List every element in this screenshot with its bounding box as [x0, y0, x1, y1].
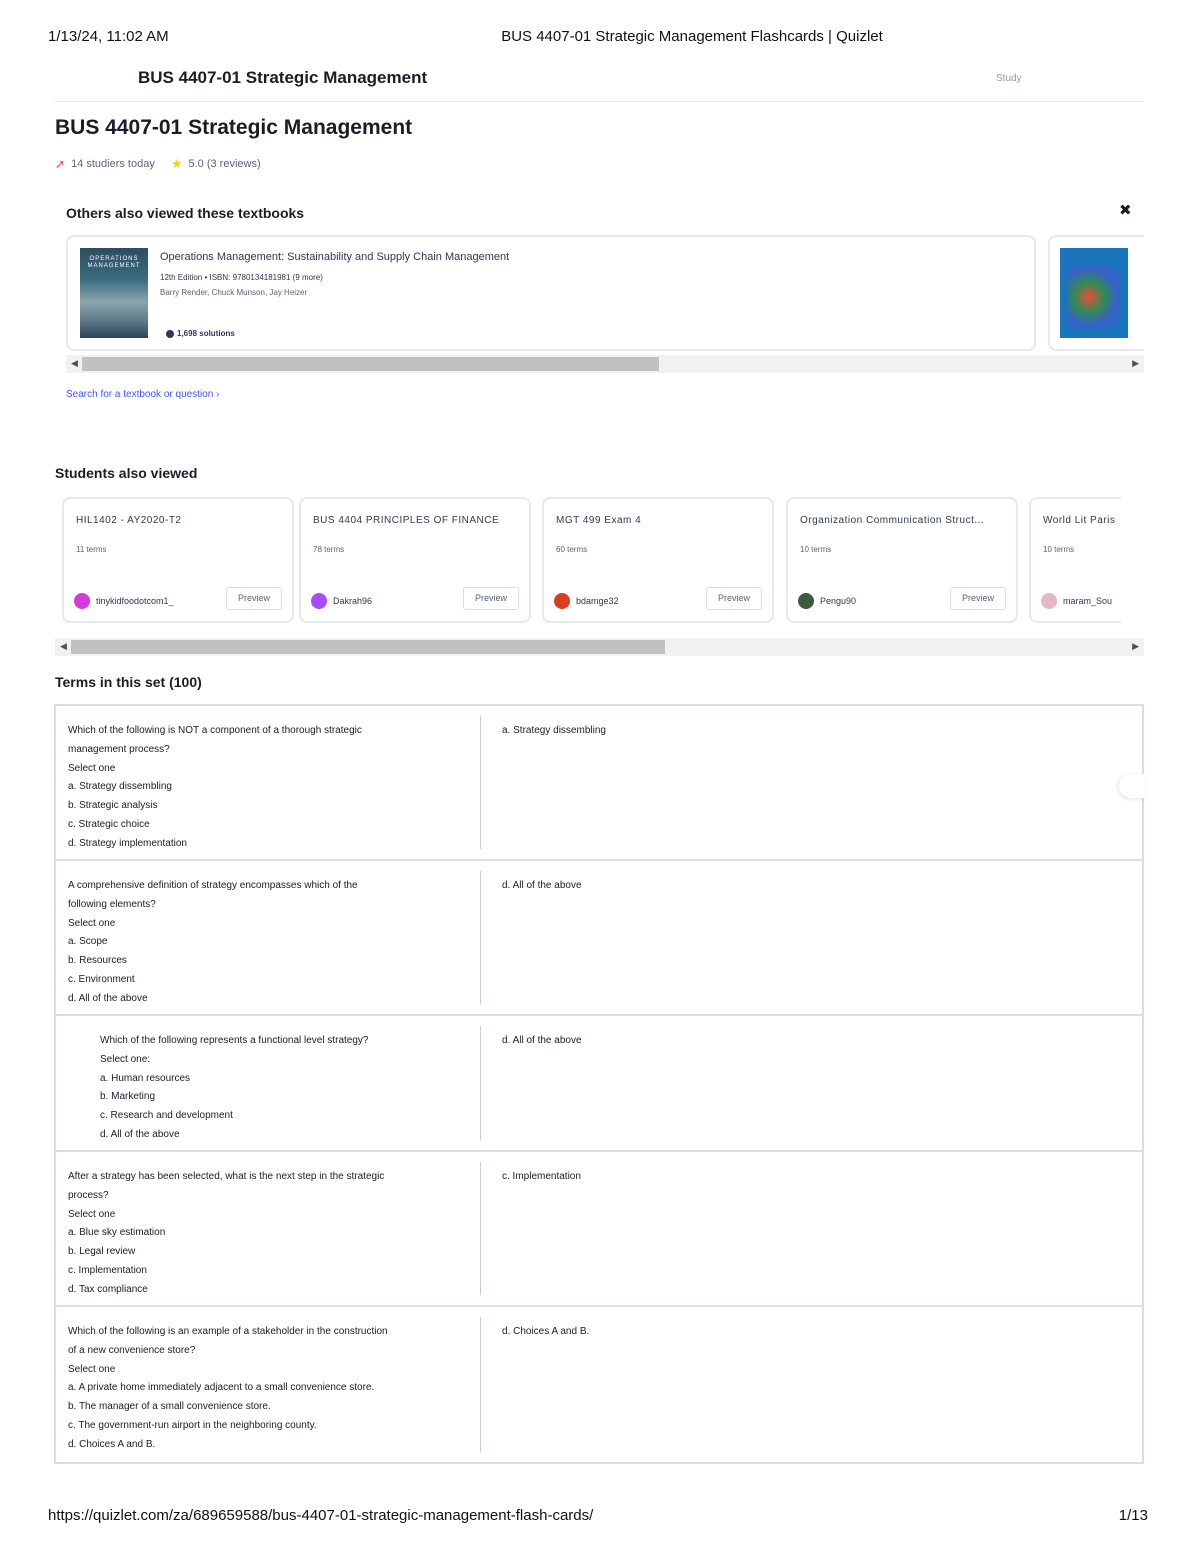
scroll-left-icon[interactable]: ◀	[71, 358, 78, 368]
question-line: c. The government-run airport in the neighboring county.	[68, 1419, 317, 1431]
question-line: a. Scope	[68, 936, 108, 948]
term-answer: d. All of the above	[502, 880, 582, 891]
textbooks-heading: Others also viewed these textbooks	[66, 205, 305, 221]
question-line: Which of the following is an example of a stakeholder in the construction	[68, 1326, 388, 1337]
top-bar	[54, 66, 1144, 102]
question-line: Which of the following represents a functional level strategy?	[100, 1035, 369, 1046]
term-divider	[480, 1026, 481, 1140]
question-line: a. Blue sky estimation	[68, 1227, 166, 1239]
students-viewed-scrollbar[interactable]	[55, 638, 1144, 656]
question-line: Select one	[68, 762, 116, 774]
question-line: b. Marketing	[100, 1091, 156, 1103]
study-set-term-count: 11 terms	[76, 545, 107, 554]
preview-button[interactable]: Preview	[463, 587, 519, 610]
terms-table	[54, 704, 1144, 1464]
textbook-cover	[1060, 248, 1128, 338]
close-icon[interactable]: ✖	[1119, 202, 1132, 219]
textbook-card-partial[interactable]	[1048, 235, 1144, 351]
search-link-label: Search for a textbook or question	[66, 389, 214, 400]
question-line: b. Resources	[68, 955, 127, 967]
question-line: b. Strategic analysis	[68, 800, 158, 812]
study-set-card[interactable]	[786, 497, 1018, 623]
study-set-term-count: 60 terms	[556, 545, 588, 554]
avatar	[798, 593, 814, 609]
print-header	[0, 28, 1200, 48]
preview-button[interactable]: Preview	[706, 587, 762, 610]
print-page-number: 1/13	[1118, 1507, 1148, 1524]
question-line: d. Tax compliance	[68, 1283, 148, 1295]
textbook-title: Operations Management: Sustainability and Supply Chain Management	[160, 251, 510, 263]
question-line: A comprehensive definition of strategy encompasses which of the	[68, 880, 358, 891]
question-line: c. Research and development	[100, 1110, 233, 1122]
textbook-cover	[80, 248, 148, 338]
term-answer: d. Choices A and B.	[502, 1326, 590, 1337]
scroll-right-icon[interactable]: ▶	[1132, 641, 1139, 651]
term-question	[68, 877, 468, 1009]
study-set-title: HIL1402 - AY2020-T2	[76, 515, 182, 526]
page-title: BUS 4407-01 Strategic Management	[55, 116, 413, 139]
print-date: 1/13/24, 11:02 AM	[48, 28, 169, 45]
preview-button[interactable]: Preview	[950, 587, 1006, 610]
study-set-term-count: 10 terms	[800, 545, 832, 554]
question-line: After a strategy has been selected, what is the next step in the strategic	[68, 1171, 385, 1182]
set-stats	[55, 156, 261, 172]
search-textbook-link[interactable]	[66, 389, 219, 400]
study-set-card[interactable]	[1029, 497, 1121, 623]
scrollbar-thumb[interactable]	[82, 357, 659, 371]
avatar	[74, 593, 90, 609]
term-divider	[480, 1162, 481, 1295]
print-url: https://quizlet.com/za/689659588/bus-4407-01-strategic-management-flash-cards/	[48, 1507, 594, 1524]
question-line: c. Environment	[68, 973, 135, 985]
avatar	[554, 593, 570, 609]
study-set-author[interactable]: tinykidfoodotcom1_	[96, 596, 174, 606]
header-set-name: BUS 4407-01 Strategic Management	[138, 68, 428, 87]
study-set-card[interactable]	[542, 497, 774, 623]
textbook-edition: 12th Edition • ISBN: 9780134181981 (9 more)	[160, 273, 323, 282]
term-question	[68, 1168, 468, 1300]
solutions-icon	[166, 330, 174, 338]
study-set-term-count: 78 terms	[313, 545, 345, 554]
study-set-author[interactable]: Pengu90	[820, 596, 857, 606]
textbook-card[interactable]	[66, 235, 1036, 351]
question-line: b. The manager of a small convenience store.	[68, 1401, 271, 1413]
term-row	[56, 861, 1142, 1016]
term-divider	[480, 716, 481, 849]
scroll-left-icon[interactable]: ◀	[60, 641, 67, 651]
term-row	[56, 1152, 1142, 1307]
textbook-solutions	[166, 329, 235, 338]
study-set-card[interactable]	[62, 497, 294, 623]
rating-text[interactable]: 5.0 (3 reviews)	[188, 158, 261, 170]
students-viewed-heading: Students also viewed	[55, 465, 198, 481]
term-row	[56, 1307, 1142, 1462]
study-set-author[interactable]: bdamge32	[576, 596, 619, 606]
question-line: a. Human resources	[100, 1072, 191, 1084]
chevron-right-icon: ›	[216, 389, 220, 400]
study-set-title: BUS 4404 PRINCIPLES OF FINANCE	[313, 515, 500, 526]
textbooks-scrollbar[interactable]	[66, 355, 1144, 373]
term-answer: a. Strategy dissembling	[502, 725, 606, 736]
study-set-title: Organization Communication Struct...	[800, 515, 985, 526]
question-line: d. Choices A and B.	[68, 1438, 156, 1450]
studiers-count: 14 studiers today	[71, 158, 155, 170]
side-tab[interactable]	[1119, 774, 1145, 798]
term-answer: d. All of the above	[502, 1035, 582, 1046]
study-set-title: MGT 499 Exam 4	[556, 515, 642, 526]
question-line: Select one:	[100, 1053, 151, 1065]
avatar	[311, 593, 327, 609]
study-set-title: World Lit Paris	[1043, 515, 1116, 526]
question-line: management process?	[68, 743, 170, 755]
question-line: process?	[68, 1189, 109, 1201]
term-question	[100, 1032, 500, 1145]
trending-icon: ➚	[55, 157, 66, 171]
study-link[interactable]: Study	[996, 73, 1022, 84]
question-line: a. A private home immediately adjacent to a small convenience store.	[68, 1382, 375, 1394]
term-row	[56, 1016, 1142, 1152]
solutions-count: 1,698 solutions	[177, 329, 235, 338]
scrollbar-thumb[interactable]	[71, 640, 665, 654]
term-question	[68, 722, 468, 854]
study-set-author[interactable]: maram_Sou	[1063, 596, 1113, 606]
print-title: BUS 4407-01 Strategic Management Flashcards | Quizlet	[501, 28, 883, 45]
term-answer: c. Implementation	[502, 1171, 581, 1182]
terms-heading: Terms in this set (100)	[55, 674, 202, 690]
textbook-authors: Barry Render, Chuck Munson, Jay Heizer	[160, 288, 308, 297]
question-line: d. All of the above	[100, 1128, 180, 1140]
question-line: of a new convenience store?	[68, 1344, 196, 1356]
study-set-author[interactable]: Dakrah96	[333, 596, 373, 606]
term-divider	[480, 1317, 481, 1452]
question-line: a. Strategy dissembling	[68, 781, 172, 793]
question-line: c. Implementation	[68, 1264, 147, 1276]
textbook-cover-text: OPERATIONS MANAGEMENT	[87, 256, 141, 269]
term-divider	[480, 871, 481, 1004]
study-set-term-count: 10 terms	[1043, 545, 1075, 554]
question-line: Select one	[68, 1208, 116, 1220]
question-line: d. All of the above	[68, 992, 148, 1004]
question-line: Select one	[68, 1363, 116, 1375]
question-line: following elements?	[68, 898, 156, 910]
question-line: b. Legal review	[68, 1246, 136, 1258]
scroll-right-icon[interactable]: ▶	[1132, 358, 1139, 368]
term-row	[56, 706, 1142, 861]
question-line: c. Strategic choice	[68, 818, 150, 830]
question-line: Select one	[68, 917, 116, 929]
term-question	[68, 1323, 468, 1455]
star-icon: ★	[170, 156, 183, 171]
question-line: Which of the following is NOT a component of a thorough strategic	[68, 725, 362, 736]
study-set-card[interactable]	[299, 497, 531, 623]
preview-button[interactable]: Preview	[226, 587, 282, 610]
avatar	[1041, 593, 1057, 609]
question-line: d. Strategy implementation	[68, 837, 187, 849]
